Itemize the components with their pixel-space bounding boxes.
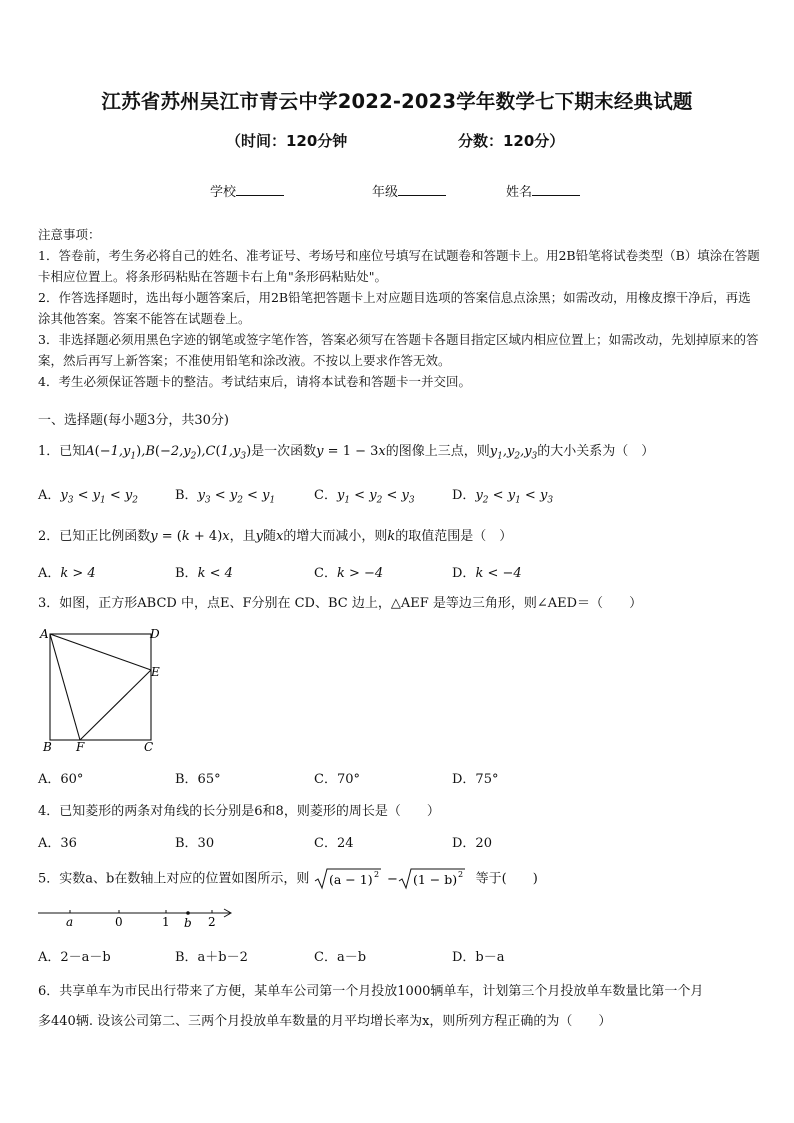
q2-option-b[interactable] [175, 562, 233, 581]
q6-line-2: 多440辆. 设该公司第二、三两个月投放单车数量的月平均增长率为x，则所列方程正确的为（ ） [38, 1014, 612, 1029]
q2-var-x: x [276, 529, 284, 544]
q1-function: y = 1 − 3x [316, 444, 386, 459]
section-heading: 一、选择题(每小题3分，共30分) [38, 413, 229, 428]
q5-option-a[interactable]: A．2－a－b [38, 950, 111, 965]
q2-var-y: y [255, 529, 263, 544]
q3-option-a[interactable]: A．60° [38, 772, 84, 787]
axis-label-1: 1 [162, 915, 170, 929]
option-math: $y_1 < y_2 < y_3$ [336, 488, 415, 506]
q5-option-b[interactable]: B．a＋b－2 [175, 950, 248, 965]
option-math: k > −4 [336, 566, 384, 581]
q2-function: y = (k + 4)x [150, 529, 230, 544]
number-line [36, 904, 236, 930]
svg-text:(a − 1): (a − 1) [329, 872, 374, 887]
school-label: 学校 [210, 185, 237, 200]
question-1 [38, 440, 760, 462]
option-label: D． [452, 488, 476, 503]
axis-label-b: b [184, 916, 192, 930]
question-5 [38, 866, 760, 892]
name-label: 姓名 [506, 185, 533, 200]
q1-text: 的大小关系为（ ） [537, 444, 655, 459]
q3-option-c[interactable]: C．70° [314, 772, 360, 787]
q4-option-b[interactable]: B．30 [175, 836, 215, 851]
q1-option-c[interactable] [314, 484, 415, 506]
q1-text: 是一次函数 [251, 444, 317, 459]
figure-label: A [40, 627, 49, 641]
figure-label: D [150, 627, 160, 641]
option-label: C． [314, 488, 337, 503]
q1-option-a[interactable] [38, 484, 138, 506]
question-2 [38, 525, 760, 544]
grade-label: 年级 [372, 185, 399, 200]
option-math: k < −4 [475, 566, 522, 581]
q1-vars: $y_1,y_2,y_3$ [489, 444, 538, 462]
svg-text:2: 2 [374, 870, 380, 879]
option-label: B． [175, 488, 198, 503]
segment-ae [50, 634, 151, 670]
option-label: A． [38, 488, 61, 503]
figure-label: F [76, 740, 85, 754]
q5-prefix: 5．实数a、b在数轴上对应的位置如图所示，则 [38, 871, 310, 887]
option-math: $y_3 < y_2 < y_1$ [197, 488, 276, 506]
svg-text:2: 2 [458, 870, 464, 879]
name-field [506, 181, 580, 200]
figure-label: B [43, 740, 52, 754]
q1-option-b[interactable] [175, 484, 275, 506]
option-math: k > 4 [60, 566, 96, 581]
exam-title: 江苏省苏州吴江市青云中学2022-2023学年数学七下期末经典试题 [101, 90, 693, 113]
segment-ef [80, 670, 151, 740]
radical-expression [313, 866, 471, 892]
option-label: A． [38, 566, 61, 581]
q2-prefix: 2．已知正比例函数 [38, 529, 151, 544]
q1-points: $A(-1,y_1),B(-2,y_2),C(1,y_3)$ [85, 444, 252, 462]
q5-option-c[interactable]: C．a－b [314, 950, 367, 965]
question-4: 4．已知菱形的两条对角线的长分别是6和8，则菱形的周长是（ ） [38, 804, 440, 819]
axis-label-2: 2 [208, 915, 216, 929]
option-label: B． [175, 566, 198, 581]
q4-option-c[interactable]: C．24 [314, 836, 354, 851]
q2-text: 随 [262, 529, 276, 544]
option-label: C． [314, 566, 337, 581]
axis-label-0: 0 [115, 915, 123, 929]
question-6 [38, 977, 760, 1037]
svg-text:−: − [387, 872, 399, 887]
q1-prefix: 1．已知 [38, 444, 86, 459]
square-figure [38, 624, 178, 756]
figure-label: C [144, 740, 154, 754]
grade-blank [398, 183, 446, 196]
option-math: k < 4 [197, 566, 233, 581]
question-3: 3．如图，正方形ABCD 中，点E、F分别在 CD、BC 边上，△AEF 是等边三角形，则∠AED＝（ ） [38, 596, 643, 611]
q2-var-k: k [387, 529, 396, 544]
q2-option-a[interactable] [38, 562, 96, 581]
q4-option-a[interactable]: A．36 [38, 836, 77, 851]
q2-text: 的取值范围是（ ） [395, 529, 513, 544]
q5-option-d[interactable]: D．b－a [452, 950, 505, 965]
q6-line-1: 6．共享单车为市民出行带来了方便，某单车公司第一个月投放1000辆单车，计划第三个月投放单车数量比第一个月 [38, 984, 704, 999]
q5-text: 等于( ) [475, 871, 538, 887]
segment-af [50, 634, 80, 740]
q1-text: 的图像上三点，则 [385, 444, 490, 459]
option-math: $y_3 < y_1 < y_2$ [60, 488, 139, 506]
note-item: 2．作答选择题时，选出每小题答案后，用2B铅笔把答题卡上对应题目选项的答案信息点涂黑；如需改动，用橡皮擦干净后，再选涂其他答案。答案不能答在试题卷上。 [38, 290, 751, 326]
svg-text:(1 − b): (1 − b) [413, 872, 458, 887]
q1-option-d[interactable] [452, 484, 553, 506]
axis-label-a: a [66, 915, 74, 929]
figure-label: E [151, 665, 160, 679]
q3-option-d[interactable]: D．75° [452, 772, 499, 787]
q5-expression [313, 866, 471, 892]
exam-time: （时间：120分钟 [226, 132, 348, 150]
note-item: 4．考生必须保证答题卡的整洁。考试结束后，请将本试卷和答题卡一并交回。 [38, 374, 471, 389]
exam-score: 分数：120分） [458, 132, 565, 150]
school-blank [236, 183, 284, 196]
school-field [210, 181, 284, 200]
q2-option-c[interactable] [314, 562, 383, 581]
notes-block [38, 224, 760, 392]
grade-field [372, 181, 446, 200]
q4-option-d[interactable]: D．20 [452, 836, 492, 851]
name-blank [532, 183, 580, 196]
q2-text: ，且 [229, 529, 256, 544]
note-item: 3．非选择题必须用黑色字迹的钢笔或签字笔作答，答案必须写在答题卡各题目指定区域内相应位置上；如需改动，先划掉原来的答案，然后再写上新答案；不准使用铅笔和涂改液。不按以上要求作答无效。 [38, 332, 759, 368]
q2-option-d[interactable] [452, 562, 522, 581]
notes-heading: 注意事项： [38, 227, 101, 242]
q3-option-b[interactable]: B．65° [175, 772, 221, 787]
q2-text: 的增大而减小，则 [283, 529, 388, 544]
option-math: $y_2 < y_1 < y_3$ [475, 488, 554, 506]
option-label: D． [452, 566, 476, 581]
note-item: 1．答卷前，考生务必将自己的姓名、准考证号、考场号和座位号填写在试题卷和答题卡上。用2B铅笔将试卷类型（B）填涂在答题卡相应位置上。将条形码粘贴在答题卡右上角"条形码粘贴处"。 [38, 248, 760, 284]
